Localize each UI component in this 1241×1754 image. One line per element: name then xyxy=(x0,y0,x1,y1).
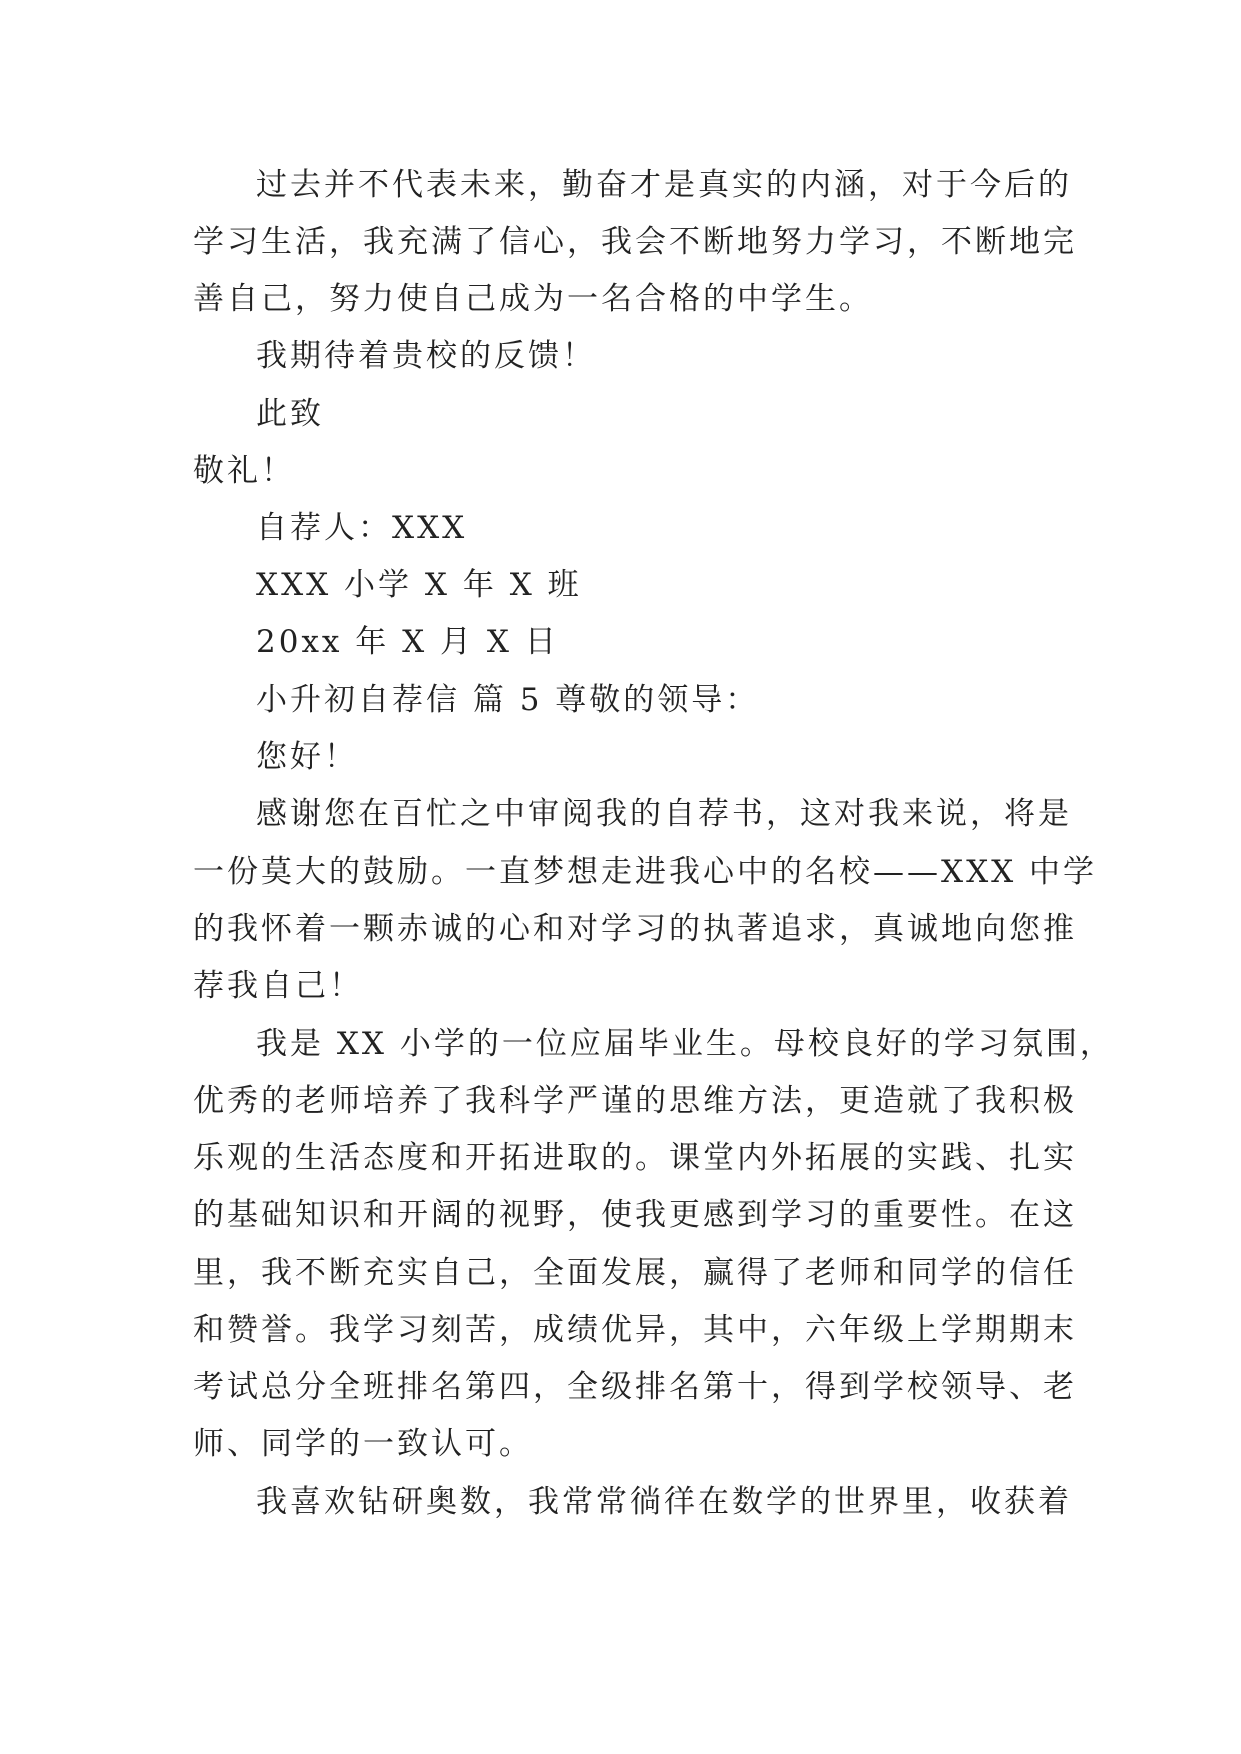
text-line: 优秀的老师培养了我科学严谨的思维方法，更造就了我积极 xyxy=(193,1083,1077,1119)
text-line: 小升初自荐信 篇 5 尊敬的领导： xyxy=(256,682,760,718)
text-line: 一份莫大的鼓励。一直梦想走进我心中的名校——XXX 中学 xyxy=(193,854,1098,890)
text-line: 敬礼！ xyxy=(193,453,295,489)
text-line: 考试总分全班排名第四，全级排名第十，得到学校领导、老 xyxy=(193,1369,1077,1405)
text-line: 我期待着贵校的反馈！ xyxy=(256,338,596,374)
text-line: 您好！ xyxy=(256,739,358,775)
text-line: 里，我不断充实自己，全面发展，赢得了老师和同学的信任 xyxy=(193,1255,1077,1291)
text-line: XXX 小学 X 年 X 班 xyxy=(256,567,582,603)
text-line: 学习生活，我充满了信心，我会不断地努力学习，不断地完 xyxy=(193,224,1077,260)
text-line: 感谢您在百忙之中审阅我的自荐书，这对我来说，将是 xyxy=(256,796,1072,832)
text-line: 我喜欢钻研奥数，我常常徜徉在数学的世界里，收获着 xyxy=(256,1484,1072,1520)
text-line: 乐观的生活态度和开拓进取的。课堂内外拓展的实践、扎实 xyxy=(193,1140,1077,1176)
text-line: 善自己，努力使自己成为一名合格的中学生。 xyxy=(193,281,873,317)
text-line: 过去并不代表未来，勤奋才是真实的内涵，对于今后的 xyxy=(256,167,1072,203)
text-line: 此致 xyxy=(256,396,324,432)
text-line: 师、同学的一致认可。 xyxy=(193,1426,533,1462)
text-line: 20xx 年 X 月 X 日 xyxy=(256,624,559,660)
text-line: 的我怀着一颗赤诚的心和对学习的执著追求，真诚地向您推 xyxy=(193,911,1077,947)
text-line: 自荐人：XXX xyxy=(256,510,468,546)
text-line: 的基础知识和开阔的视野，使我更感到学习的重要性。在这 xyxy=(193,1197,1077,1233)
text-line: 和赞誉。我学习刻苦，成绩优异，其中，六年级上学期期末 xyxy=(193,1312,1077,1348)
text-line: 我是 XX 小学的一位应届毕业生。母校良好的学习氛围， xyxy=(256,1026,1114,1062)
text-line: 荐我自己！ xyxy=(193,968,363,1004)
